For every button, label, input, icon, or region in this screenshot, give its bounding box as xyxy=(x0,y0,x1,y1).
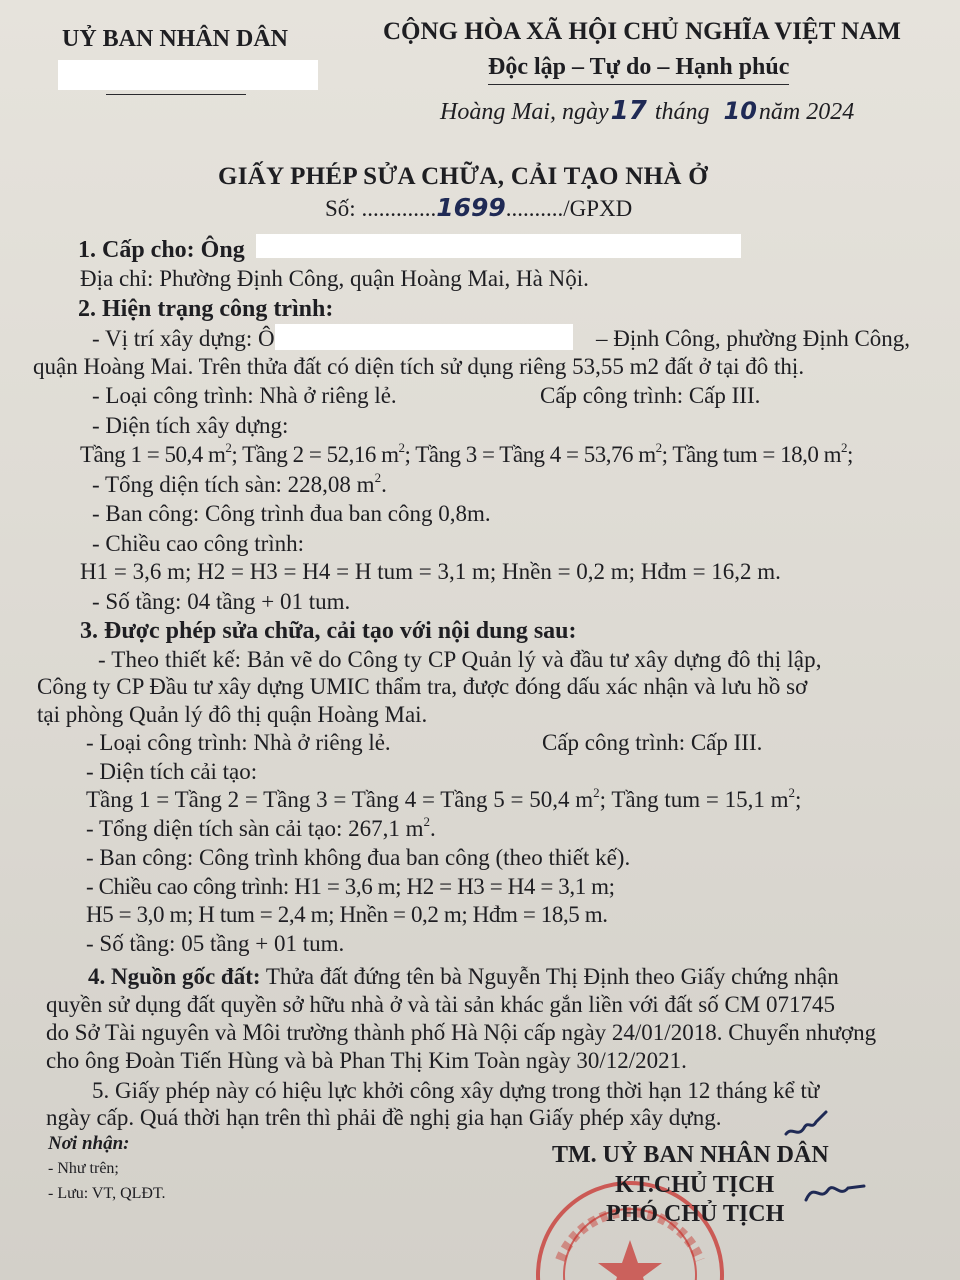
place-date: Hoàng Mai, ngày17 tháng 10năm 2024 xyxy=(440,96,855,126)
renovation-area-label: - Diện tích cải tạo: xyxy=(86,759,258,784)
renovation-height-2: H5 = 3,0 m; H tum = 2,4 m; Hnền = 0,2 m; Hđm = 18,5 m. xyxy=(86,902,608,927)
issuing-agency: UỶ BAN NHÂN DÂN xyxy=(62,26,288,52)
construction-area-values: Tầng 1 = 50,4 $m^2$; Tầng 2 = 52,16 $m^2$; Tầng 3 = Tầng 4 = 53,76 $m^2$; Tầng tum = 18,0 $m^2$; xyxy=(80,440,853,467)
renovation-height-1: - Chiều cao công trình: H1 = 3,6 m; H2 = H3 = H4 = 3,1 m; xyxy=(86,874,615,899)
section-3-heading: 3. Được phép sửa chữa, cải tạo với nội dung sau: xyxy=(80,618,577,644)
section-1-heading: 1. Cấp cho: Ông xyxy=(78,237,245,263)
recipients-label: Nơi nhận: xyxy=(48,1133,130,1154)
site-location-line2: quận Hoàng Mai. Trên thửa đất có diện tích sử dụng riêng 53,55 m2 đất ở tại đô thị. xyxy=(33,354,805,379)
design-line-3: tại phòng Quản lý đô thị quận Hoàng Mai. xyxy=(37,702,428,727)
recipient-item: - Như trên; xyxy=(48,1160,119,1177)
building-grade: Cấp công trình: Cấp III. xyxy=(540,383,761,408)
handwritten-day: 17 xyxy=(610,96,647,126)
handwritten-number: 1699 xyxy=(436,193,506,222)
total-floor-area: - Tổng diện tích sàn: 228,08 $m^2$. xyxy=(92,470,387,497)
design-line-1: - Theo thiết kế: Bản vẽ do Công ty CP Quản lý và đầu tư xây dựng đô thị lập, xyxy=(98,647,822,672)
construction-area-label: - Diện tích xây dựng: xyxy=(92,413,289,438)
renovation-building-type: - Loại công trình: Nhà ở riêng lẻ. xyxy=(86,730,391,755)
site-location-rest: – Định Công, phường Định Công, xyxy=(596,326,911,351)
owner-address: Địa chỉ: Phường Định Công, quận Hoàng Mai, Hà Nội. xyxy=(80,266,589,291)
signature-title: PHÓ CHỦ TỊCH xyxy=(606,1201,785,1227)
validity-line-2: ngày cấp. Quá thời hạn trên thì phải đề nghị gia hạn Giấy phép xây dựng. xyxy=(46,1105,722,1130)
redacted-agency-name xyxy=(58,60,318,90)
signature-mark xyxy=(800,1172,870,1212)
redacted-site-plot xyxy=(275,324,573,350)
recipient-item: - Lưu: VT, QLĐT. xyxy=(48,1185,166,1202)
land-origin-line-3: do Sở Tài nguyên và Môi trường thành phố Hà Nội cấp ngày 24/01/2018. Chuyển nhượng xyxy=(46,1020,877,1045)
section-2-heading: 2. Hiện trạng công trình: xyxy=(78,296,334,322)
document-number: Số: .............1699........../GPXD xyxy=(325,193,633,222)
renovation-floor-count: - Số tầng: 05 tầng + 01 tum. xyxy=(86,931,345,956)
redacted-owner-name xyxy=(256,234,741,258)
renovation-building-grade: Cấp công trình: Cấp III. xyxy=(542,730,763,755)
document-title: GIẤY PHÉP SỬA CHỮA, CẢI TẠO NHÀ Ở xyxy=(218,163,709,190)
renovation-balcony: - Ban công: Công trình không đua ban công (theo thiết kế). xyxy=(86,845,631,870)
renovation-area-values: Tầng 1 = Tầng 2 = Tầng 3 = Tầng 4 = Tầng 5 = 50,4 $m^2$; Tầng tum = 15,1 $m^2$; xyxy=(86,785,802,812)
section-4-heading: 4. Nguồn gốc đất: xyxy=(88,964,261,989)
height-label: - Chiều cao công trình: xyxy=(92,531,305,556)
building-type: - Loại công trình: Nhà ở riêng lẻ. xyxy=(92,383,397,408)
height-values: H1 = 3,6 m; H2 = H3 = H4 = H tum = 3,1 m; Hnền = 0,2 m; Hđm = 16,2 m. xyxy=(80,559,781,584)
floor-count: - Số tầng: 04 tầng + 01 tum. xyxy=(92,589,351,614)
signature-authority: TM. UỶ BAN NHÂN DÂN xyxy=(552,1142,829,1168)
signature-position: KT.CHỦ TỊCH xyxy=(615,1172,775,1198)
site-location: - Vị trí xây dựng: Ô xyxy=(92,326,275,351)
land-origin-line-2: quyền sử dụng đất quyền sở hữu nhà ở và tài sản khác gắn liền với đất số CM 071745 xyxy=(46,992,835,1017)
land-origin-line-1: 4. Nguồn gốc đất: Thửa đất đứng tên bà Nguyễn Thị Định theo Giấy chứng nhận xyxy=(88,964,839,989)
handwritten-month: 10 xyxy=(723,97,757,125)
initials-mark xyxy=(782,1108,832,1144)
renovation-total-floor-area: - Tổng diện tích sàn cải tạo: 267,1 $m^2$. xyxy=(86,814,436,841)
national-motto: Độc lập – Tự do – Hạnh phúc xyxy=(488,54,789,85)
balcony-info: - Ban công: Công trình đua ban công 0,8m. xyxy=(92,501,491,526)
nation-name: CỘNG HÒA XÃ HỘI CHỦ NGHĨA VIỆT NAM xyxy=(383,18,901,45)
land-origin-line-4: cho ông Đoàn Tiến Hùng và bà Phan Thị Kim Toàn ngày 30/12/2021. xyxy=(46,1048,687,1073)
agency-underline xyxy=(106,94,246,95)
design-line-2: Công ty CP Đầu tư xây dựng UMIC thẩm tra, được đóng dấu xác nhận và lưu hồ sơ xyxy=(37,674,808,699)
validity-line-1: 5. Giấy phép này có hiệu lực khởi công xây dựng trong thời hạn 12 tháng kể từ xyxy=(92,1078,820,1103)
